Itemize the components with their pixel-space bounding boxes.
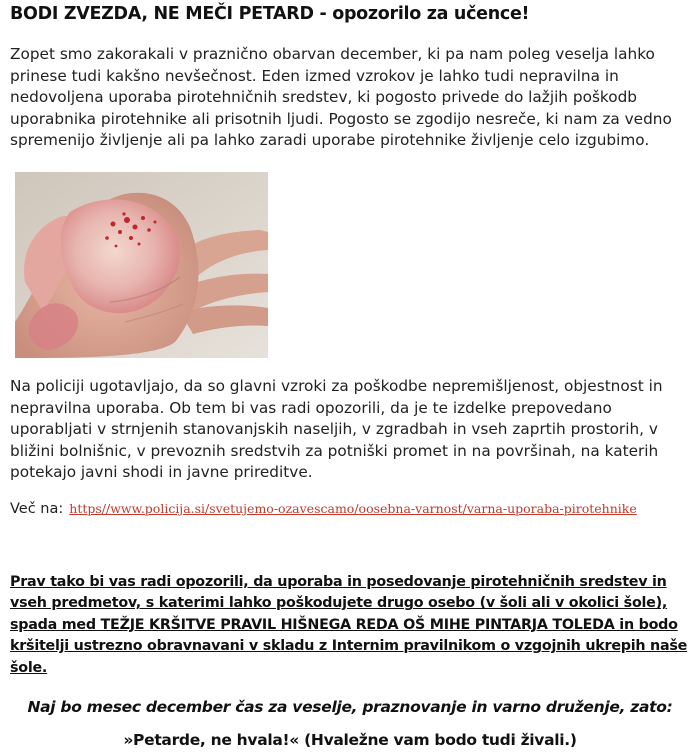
closing-line-1: Naj bo mesec december čas za veselje, praznovanje in varno druženje, zato:	[27, 698, 673, 716]
closing-line-2: »Petarde, ne hvala!« (Hvaležne vam bodo tudi živali.)	[123, 731, 577, 749]
page-title: BODI ZVEZDA, NE MEČI PETARD - opozorilo za učence!	[10, 4, 530, 24]
burned-hand-photo	[15, 172, 268, 358]
warning-paragraph: Prav tako bi vas radi opozorili, da uporaba in posedovanje pirotehničnih sredstev in vseh predmetov, s katerimi lahko poškodujete drugo osebo (v šoli ali v okolici šole), spada med TEŽJE KRŠITVE PRAVIL HIŠNEGA REDA OŠ MIHE PINTARJA TOLEDA in bodo kršitelji ustrezno obravnavani v skladu z Internim pravilnikom o vzgojnih ukrepih naše šole.	[10, 574, 688, 676]
burned-hand-illustration	[15, 172, 268, 358]
intro-paragraph: Zopet smo zakorakali v praznično obarvan december, ki pa nam poleg veselja lahko prinese tudi kakšno nevšečnost. Eden izmed vzrokov je lahko tudi nepravilna in nedovoljena uporaba pirotehničnih sredstev, ki pogosto privede do lažjih poškodb uporabnika pirotehnike ali prisotnih ljudi. Pogosto se zgodijo nesreče, ki nam za vedno spremenijo življenje ali pa lahko zaradi uporabe pirotehnike življenje celo izgubimo.	[10, 45, 672, 149]
more-info-line	[10, 498, 682, 520]
police-link[interactable]: https//www.policija.si/svetujemo-ozavescamo/oosebna-varnost/varna-uporaba-pirotehnike	[69, 501, 637, 516]
police-paragraph: Na policiji ugotavljajo, da so glavni vzroki za poškodbe nepremišljenost, objestnost in nepravilna uporaba. Ob tem bi vas radi opozorili, da je te izdelke prepovedano uporabljati v strnjenih stanovanjskih naseljih, v zgradbah in vseh zaprtih prostorih, v bližini bolnišnic, v prevoznih sredstvih za potniški promet in na površinah, na katerih potekajo javni shodi in javne prireditve.	[10, 377, 663, 481]
more-info-label: Več na:	[10, 501, 64, 517]
